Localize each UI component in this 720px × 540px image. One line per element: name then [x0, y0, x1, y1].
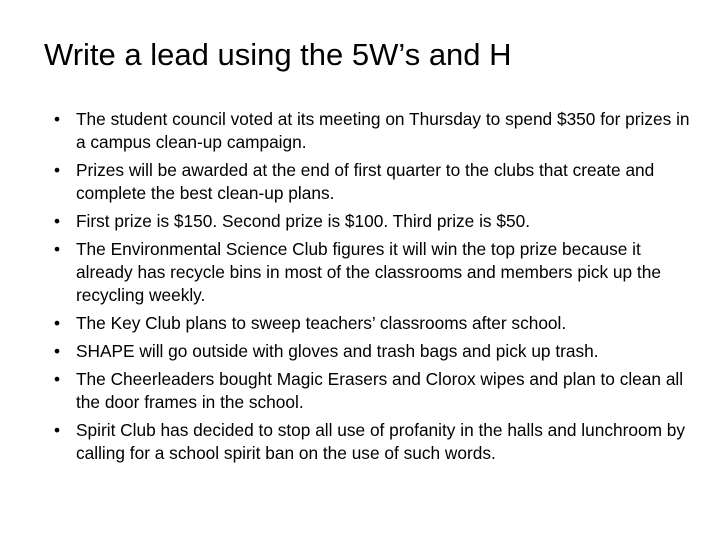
bullet-list: [54, 108, 694, 470]
bullet-item-7: • The Cheerleaders bought Magic Erasers and Clorox wipes and plan to clean all the door frames in the school.: [54, 368, 694, 414]
bullet-item-5: • The Key Club plans to sweep teachers’ classrooms after school.: [54, 312, 694, 335]
bullet-item-3: • First prize is $150. Second prize is $100. Third prize is $50.: [54, 210, 694, 233]
bullet-item-1: • The student council voted at its meeting on Thursday to spend $350 for prizes in a campus clean-up campaign.: [54, 108, 694, 154]
bullet-item-2: • Prizes will be awarded at the end of first quarter to the clubs that create and complete the best clean-up plans.: [54, 159, 694, 205]
bullet-item-4: • The Environmental Science Club figures it will win the top prize because it already has recycle bins in most of the classrooms and members pick up the recycling weekly.: [54, 238, 694, 308]
slide-title: Write a lead using the 5W’s and H: [44, 37, 512, 72]
bullet-item-8: • Spirit Club has decided to stop all use of profanity in the halls and lunchroom by calling for a school spirit ban on the use of such words.: [54, 419, 694, 465]
bullet-item-6: • SHAPE will go outside with gloves and trash bags and pick up trash.: [54, 340, 694, 363]
